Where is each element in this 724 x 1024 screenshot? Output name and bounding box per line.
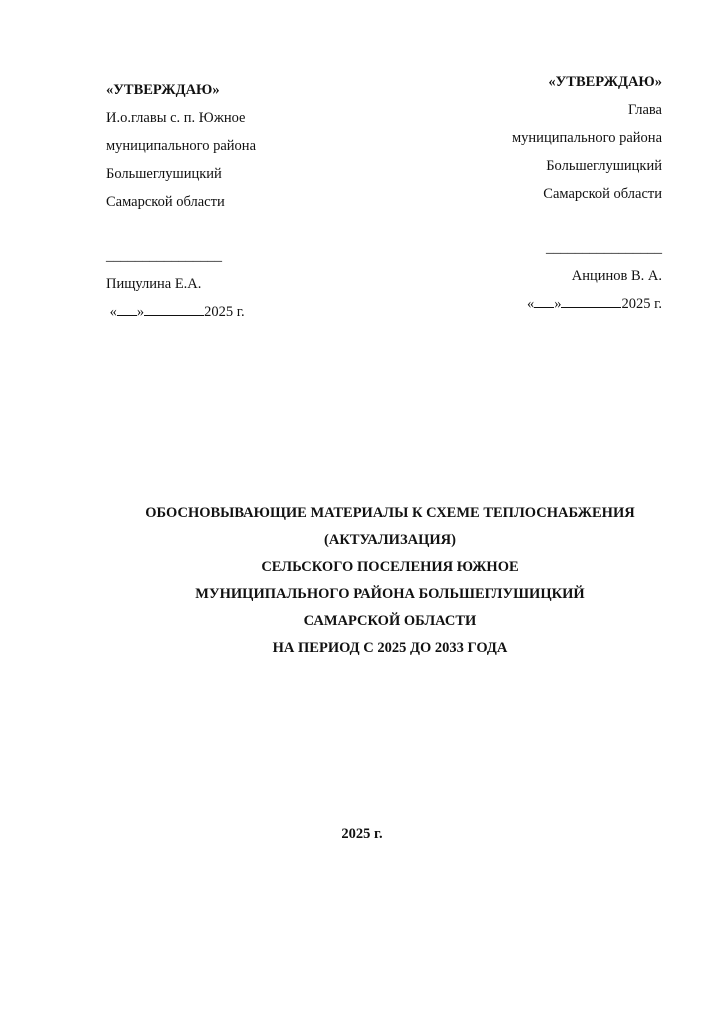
month-blank (144, 315, 204, 316)
month-blank (561, 307, 621, 308)
document-year: 2025 г. (341, 826, 383, 842)
title-line: НА ПЕРИОД С 2025 ДО 2033 ГОДА (272, 640, 508, 656)
approval-block-right (402, 68, 662, 318)
title-line: МУНИЦИПАЛЬНОГО РАЙОНА БОЛЬШЕГЛУШИЦКИЙ (195, 586, 585, 602)
day-blank (117, 315, 137, 316)
title-line: ОБОСНОВЫВАЮЩИЕ МАТЕРИАЛЫ К СХЕМЕ ТЕПЛОСНАБЖЕНИЯ (145, 505, 635, 521)
title-line: САМАРСКОЙ ОБЛАСТИ (303, 613, 477, 629)
date-year-left: 2025 г. (204, 304, 245, 320)
approval-block-left (106, 76, 366, 326)
signature-blank-left: ________________ (106, 248, 222, 264)
date-quote-open: « (109, 304, 117, 320)
approval-line-right: Самарской области (543, 186, 662, 202)
approval-line-left: И.о.главы с. п. Южное (106, 110, 246, 126)
signature-blank-right: ________________ (546, 240, 662, 256)
title-line: (АКТУАЛИЗАЦИЯ) (324, 532, 456, 548)
date-quote-open: « (526, 296, 535, 312)
day-blank (534, 307, 554, 308)
approval-heading-left: «УТВЕРЖДАЮ» (106, 82, 220, 98)
approval-line-right: Большеглушицкий (546, 158, 662, 174)
approval-line-right: Глава (627, 102, 662, 118)
approval-heading-right: «УТВЕРЖДАЮ» (548, 74, 662, 90)
signature-block-right (402, 234, 662, 318)
document-title (60, 500, 720, 662)
date-quote-close: » (554, 296, 562, 312)
title-line: СЕЛЬСКОГО ПОСЕЛЕНИЯ ЮЖНОЕ (261, 559, 519, 575)
date-quote-close: » (136, 304, 145, 320)
approval-line-left: Большеглушицкий (106, 166, 222, 182)
approval-date-left (106, 298, 366, 326)
date-year-right: 2025 г. (621, 296, 662, 312)
signature-block-left (106, 242, 366, 326)
signatory-name-right: Анцинов В. А. (571, 268, 662, 284)
approval-line-right: муниципального района (512, 130, 662, 146)
approval-date-right (402, 290, 662, 318)
signatory-name-left: Пищулина Е.А. (106, 276, 202, 292)
approval-line-left: Самарской области (106, 194, 225, 210)
approval-line-left: муниципального района (106, 138, 256, 154)
